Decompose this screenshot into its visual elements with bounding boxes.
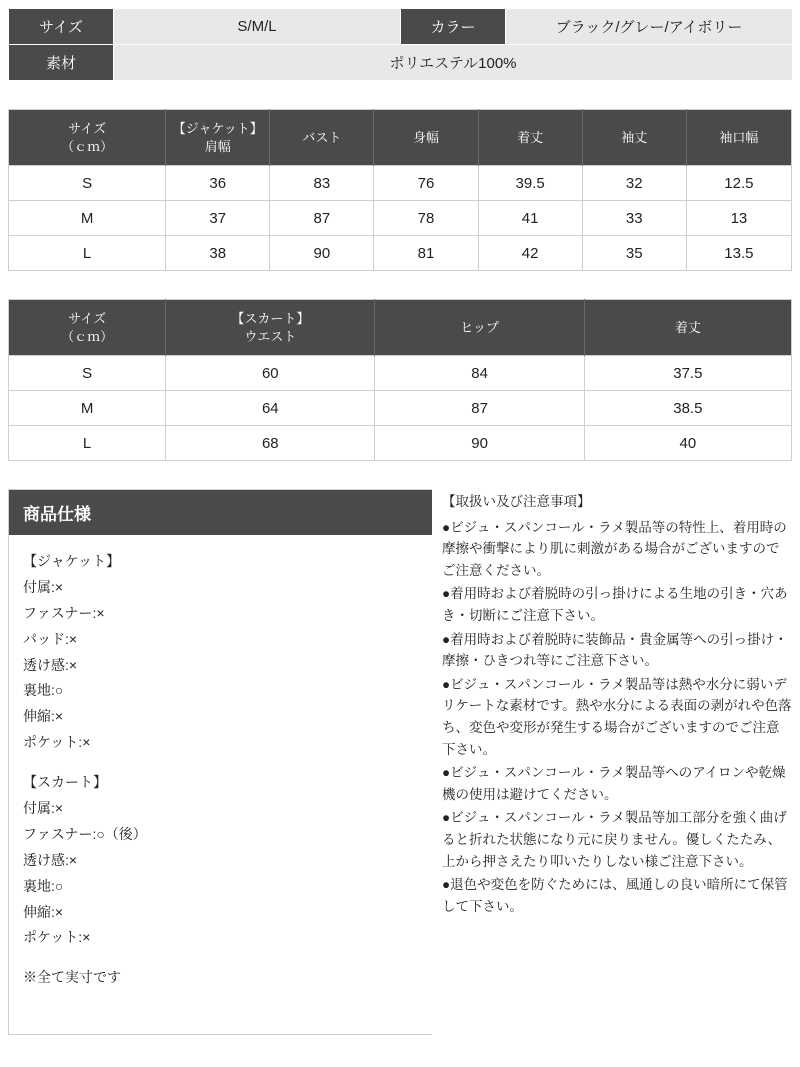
jacket-col-size-line1: サイズ	[68, 120, 107, 136]
skirt-measurement-table	[8, 299, 792, 461]
table-row	[9, 356, 792, 391]
note-item: ●ビジュ・スパンコール・ラメ製品等加工部分を強く曲げると折れた状態になり元に戻りません。優しくたたみ、上から押さえたり叩いたりしない様ご注意下さい。	[442, 810, 787, 869]
jacket-m-width: 78	[374, 201, 478, 236]
jacket-spec-item: 透け感:×	[23, 656, 78, 673]
jacket-m-cuff: 13	[686, 201, 791, 236]
jacket-col-bust	[270, 110, 374, 166]
table-row	[9, 166, 792, 201]
jacket-col-shoulder-line2: 肩幅	[204, 138, 231, 154]
skirt-l-hip: 90	[375, 426, 584, 461]
jacket-col-width-line2: 身幅	[412, 129, 439, 145]
jacket-s-cuff: 12.5	[686, 166, 791, 201]
skirt-spec-item: ポケット:×	[23, 929, 91, 946]
jacket-s-size: S	[9, 166, 166, 201]
skirt-l-size: L	[9, 426, 166, 461]
jacket-col-length	[478, 110, 582, 166]
skirt-col-size-line1: サイズ	[68, 310, 107, 326]
jacket-spec-item: ファスナー:×	[23, 604, 105, 621]
jacket-l-cuff: 13.5	[686, 236, 791, 271]
spec-label-color: カラー	[401, 9, 506, 45]
spec-value-color: ブラック/グレー/アイボリー	[506, 9, 793, 45]
notes-title: 【取扱い及び注意事項】	[442, 494, 591, 509]
note-item: ●着用時および着脱時に装飾品・貴金属等への引っ掛け・摩擦・ひきつれ等にご注意下さい。	[442, 631, 788, 669]
spec-label-material: 素材	[9, 45, 114, 81]
jacket-m-sleeve: 33	[582, 201, 686, 236]
skirt-m-waist: 64	[166, 391, 375, 426]
jacket-col-length-line2: 着丈	[517, 129, 544, 145]
skirt-l-length: 40	[584, 426, 791, 461]
table-header-row	[9, 300, 792, 356]
skirt-spec-item: ファスナー:○（後）	[23, 825, 147, 842]
table-header-row	[9, 110, 792, 166]
skirt-spec-item: 伸縮:×	[23, 903, 64, 920]
jacket-l-size: L	[9, 236, 166, 271]
skirt-s-waist: 60	[166, 356, 375, 391]
skirt-spec-item: 透け感:×	[23, 851, 78, 868]
jacket-m-shoulder: 37	[166, 201, 270, 236]
jacket-s-sleeve: 32	[582, 166, 686, 201]
skirt-m-hip: 87	[375, 391, 584, 426]
jacket-measurement-table	[8, 109, 792, 271]
jacket-m-size: M	[9, 201, 166, 236]
jacket-col-shoulder	[166, 110, 270, 166]
skirt-col-waist-line1: 【スカート】	[231, 310, 310, 326]
jacket-l-sleeve: 35	[582, 236, 686, 271]
spec-value-material: ポリエステル100%	[114, 45, 793, 81]
skirt-col-hip	[375, 300, 584, 356]
product-spec-footnote: ※全て実寸です	[23, 969, 121, 986]
jacket-l-shoulder: 38	[166, 236, 270, 271]
spacer	[8, 271, 792, 299]
spec-table	[8, 8, 793, 81]
table-row	[9, 45, 793, 81]
skirt-col-size	[9, 300, 166, 356]
skirt-col-waist-line2: ウエスト	[244, 328, 297, 344]
jacket-m-bust: 87	[270, 201, 374, 236]
jacket-s-shoulder: 36	[166, 166, 270, 201]
table-row	[9, 236, 792, 271]
spec-value-size: S/M/L	[114, 9, 401, 45]
jacket-l-bust: 90	[270, 236, 374, 271]
product-spec-title: 商品仕様	[9, 490, 432, 535]
jacket-col-size-line2: （ｃｍ）	[61, 138, 114, 154]
jacket-col-size	[9, 110, 166, 166]
jacket-spec-item: 付属:×	[23, 578, 64, 595]
notes-panel	[432, 489, 792, 919]
skirt-s-length: 37.5	[584, 356, 791, 391]
note-item: ●着用時および着脱時の引っ掛けによる生地の引き・穴あき・切断にご注意下さい。	[442, 586, 788, 623]
skirt-col-hip-line2: ヒップ	[460, 319, 499, 335]
spacer	[8, 81, 792, 109]
skirt-s-hip: 84	[375, 356, 584, 391]
jacket-l-width: 81	[374, 236, 478, 271]
skirt-m-size: M	[9, 391, 166, 426]
jacket-spec-item: パッド:×	[23, 630, 78, 647]
jacket-col-cuff	[686, 110, 791, 166]
spacer	[23, 951, 418, 965]
jacket-spec-item: ポケット:×	[23, 734, 91, 751]
table-row	[9, 9, 793, 45]
jacket-s-length: 39.5	[478, 166, 582, 201]
note-item: ●ビジュ・スパンコール・ラメ製品等の特性上、着用時の摩擦や衝撃により肌に刺激がある場合がございますのでご注意ください。	[442, 519, 787, 578]
skirt-col-length	[584, 300, 791, 356]
note-item: ●退色や変色を防ぐためには、風通しの良い暗所にて保管して下さい。	[442, 877, 788, 914]
jacket-col-shoulder-line1: 【ジャケット】	[172, 120, 263, 136]
table-row	[9, 426, 792, 461]
product-spec-panel	[8, 489, 432, 1035]
table-row	[9, 201, 792, 236]
jacket-col-sleeve	[582, 110, 686, 166]
jacket-col-bust-line2: バスト	[302, 129, 342, 145]
spacer	[8, 461, 792, 489]
skirt-spec-item: 裏地:○	[23, 877, 64, 894]
skirt-s-size: S	[9, 356, 166, 391]
skirt-m-length: 38.5	[584, 391, 791, 426]
table-row	[9, 391, 792, 426]
jacket-col-width	[374, 110, 478, 166]
product-spec-body	[9, 535, 432, 1009]
jacket-s-bust: 83	[270, 166, 374, 201]
jacket-s-width: 76	[374, 166, 478, 201]
skirt-l-waist: 68	[166, 426, 375, 461]
note-item: ●ビジュ・スパンコール・ラメ製品等は熱や水分に弱いデリケートな素材です。熱や水分による表面の剥がれや色落ち、変色や変形が発生する場合がございますのでご注意下さい。	[442, 676, 792, 757]
jacket-l-length: 42	[478, 236, 582, 271]
jacket-spec-title: 【ジャケット】	[23, 553, 121, 569]
jacket-spec-item: 伸縮:×	[23, 708, 64, 725]
skirt-col-length-line2: 着丈	[674, 319, 701, 335]
jacket-col-cuff-line2: 袖口幅	[719, 129, 759, 145]
jacket-m-length: 41	[478, 201, 582, 236]
skirt-col-size-line2: （ｃｍ）	[61, 328, 114, 344]
skirt-spec-item: 付属:×	[23, 800, 64, 817]
skirt-spec-title: 【スカート】	[23, 774, 107, 791]
spacer	[23, 756, 418, 770]
jacket-spec-item: 裏地:○	[23, 682, 64, 699]
note-item: ●ビジュ・スパンコール・ラメ製品等へのアイロンや乾燥機の使用は避けてください。	[442, 765, 786, 802]
jacket-col-sleeve-line2: 袖丈	[621, 129, 648, 145]
spec-label-size: サイズ	[9, 9, 114, 45]
bottom-section	[8, 489, 792, 1035]
skirt-col-waist	[166, 300, 375, 356]
